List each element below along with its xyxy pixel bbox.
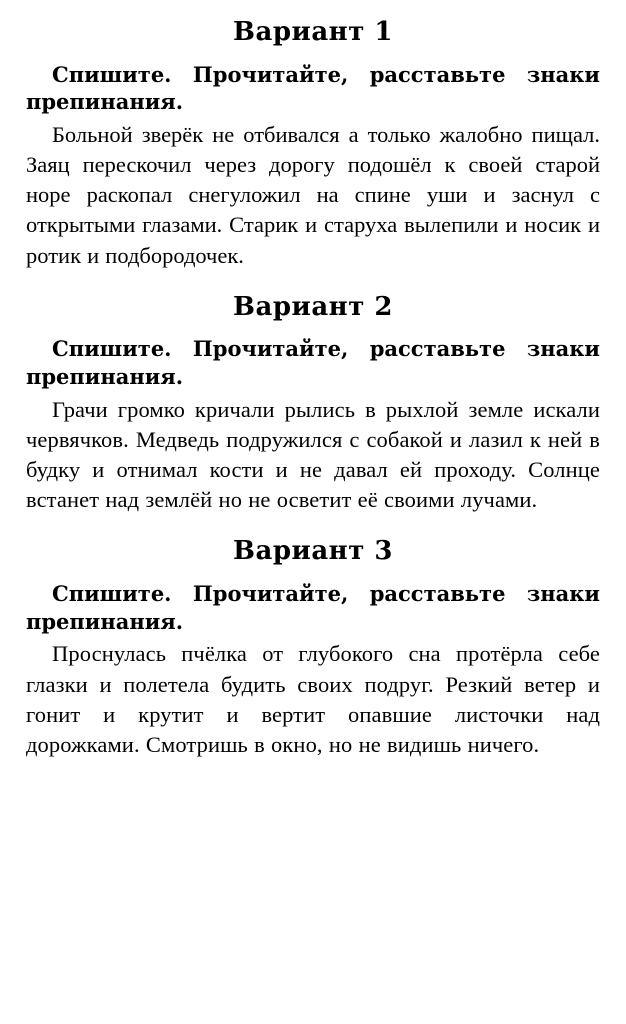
variant-title: Вариант 1 (233, 17, 393, 47)
task-instruction: Спишите. Прочитайте, расставьте знаки препинания. (26, 61, 600, 115)
variant-title: Вариант 3 (233, 536, 393, 567)
variant-title: Вариант 2 (233, 291, 393, 322)
task-instruction: Спишите. Прочитайте, расставьте знаки препинания. (26, 336, 600, 390)
task-instruction: Спишите. Прочитайте, расставьте знаки препинания. (26, 580, 600, 634)
variant-block-2 (26, 293, 600, 516)
variant-block-3 (26, 537, 600, 760)
exercise-text: Грачи громко кричали рылись в рыхлой земле искали червячков. Медведь подружился с собакой и лазил к ней в будку и отнимал кости и не давал ей проходу. Солнце встанет над землёй но не осветит её своими лучами. (26, 396, 600, 513)
exercise-text: Проснулась пчёлка от глубокого сна протёрла себе глазки и полетела будить своих подруг. Резкий ветер и гонит и крутит и вертит опавшие листочки над дорожками. Смотришь в окно, но не видишь ничего. (26, 641, 600, 757)
exercise-text: Больной зверёк не отбивался а только жалобно пищал. Заяц перескочил через дорогу подошёл к своей старой норе раскопал снегуложил на спине уши и заснул с открытыми глазами. Старик и старуха вылепили и носик и ротик и подбородочек. (26, 122, 600, 268)
variant-block-1 (26, 18, 600, 271)
